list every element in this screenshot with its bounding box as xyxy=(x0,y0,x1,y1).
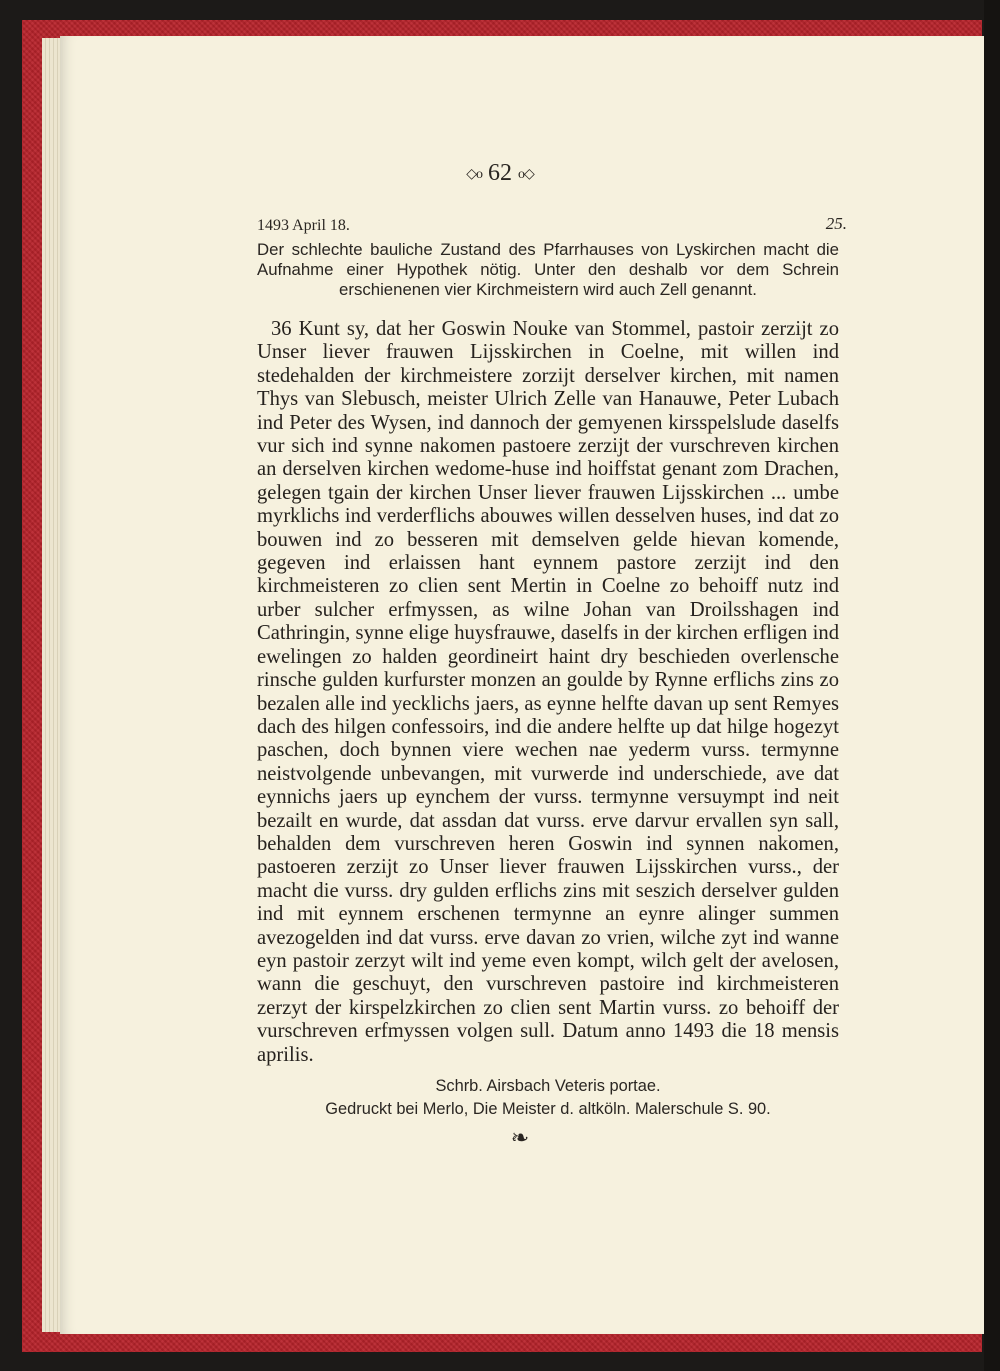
entry-header xyxy=(257,214,847,235)
document-paragraph: 36 Kunt sy, dat her Goswin Nouke van Stommel, pastoir zerzijt zo Unser liever frauwen Lijsskirchen in Coelne, mit willen ind stedehalden der kirchmeistere zorzijt derselver kirchen, mit namen Thys van Slebusch, meister Ulrich Zelle van Hanauwe, Peter Lubach ind Peter des Wysen, ind dannoch der gemyenen kirsspelslude daselfs vur sich ind synne nakomen pastoere zerzijt der vurschreven kirchen an derselven kirchen wedome-huse ind hoiffstat genant zom Drachen, gelegen tgain der kirchen Unser liever frauwen Lijsskirchen ... umbe myrklichs ind verderflichs abouwes willen desselven huses, ind dat zo bouwen ind zo besseren mit demselven gelde hievan komende, gegeven ind erlaissen hant eynnem pastore zerzijt ind den kirchmeisteren zo clien sent Mertin in Coelne zo behoiff nutz ind urber sulcher erfmyssen, as wilne Johan van Droilsshagen ind Cathringin, synne elige huysfrauwe, daselfs in der kirchen erfligen ind ewelingen zo halden geordineirt haint dry beschieden overlensche rinsche gulden kurfurster monzen an goulde by Rynne erflichs zins zo bezalen alle ind yecklichs jaers, as eynne helfte davan up sent Remyes dach des hilgen confessoirs, ind die andere helfte up dat hilge hogezyt paschen, doch bynnen viere wechen nae yederm vurss. termynne neistvolgende unbevangen, mit vurwerde ind underschiede, ave dat eynnichs jaers up eynchem der vurss. termynne versuympt ind neit bezailt en wurde, dat assdan dat vurss. erve darvur ervallen syn sall, behalden dem vurschreven heren Goswin ind synnen nakomen, pastoeren zerzijt zo Unser liever frauwen Lijsskirchen vurss., der macht die vurss. dry gulden erflichs zins mit seszich derselver gulden ind mit eynnem erschenen termynne an eynre alinger summen avezogelden ind dat vurss. erve davan zo vrien, wilche zyt ind wanne eyn pastoir zerzyt wilt ind yeme even kompt, wilch gelt der avelosen, wann die geschuyt, den vurschreven pastoire ind kirchmeisteren zerzyt der kirspelzkirchen zo clien sent Martin vurss. zo behoiff der vurschreven erfmyssen volgen sull. Datum anno 1493 die 18 mensis aprilis. xyxy=(257,318,839,1066)
document-text xyxy=(257,318,839,1067)
source-print: Gedruckt bei Merlo, Die Meister d. altköln. Malerschule S. 90. xyxy=(325,1100,771,1118)
ornament-right: o◇ xyxy=(518,166,534,182)
entry-date: 1493 April 18. xyxy=(257,217,350,234)
entry-number-note: 25. xyxy=(825,214,847,233)
source-notes xyxy=(257,1075,839,1121)
page-number: 62 xyxy=(488,160,512,186)
source-archive: Schrb. Airsbach Veteris portae. xyxy=(435,1077,661,1095)
ornament-left: ◇o xyxy=(466,166,482,182)
fleuron-icon: ❧ xyxy=(510,1125,530,1150)
entry-summary: Der schlechte bauliche Zustand des Pfarrhauses von Lyskirchen macht die Aufnahme einer Hypothek nötig. Unter den deshalb vor dem Schrein erschienenen vier Kirchmeistern wird auch Zell genannt. xyxy=(257,240,839,299)
scan-edge xyxy=(984,0,1000,1371)
page-header xyxy=(0,160,1000,187)
